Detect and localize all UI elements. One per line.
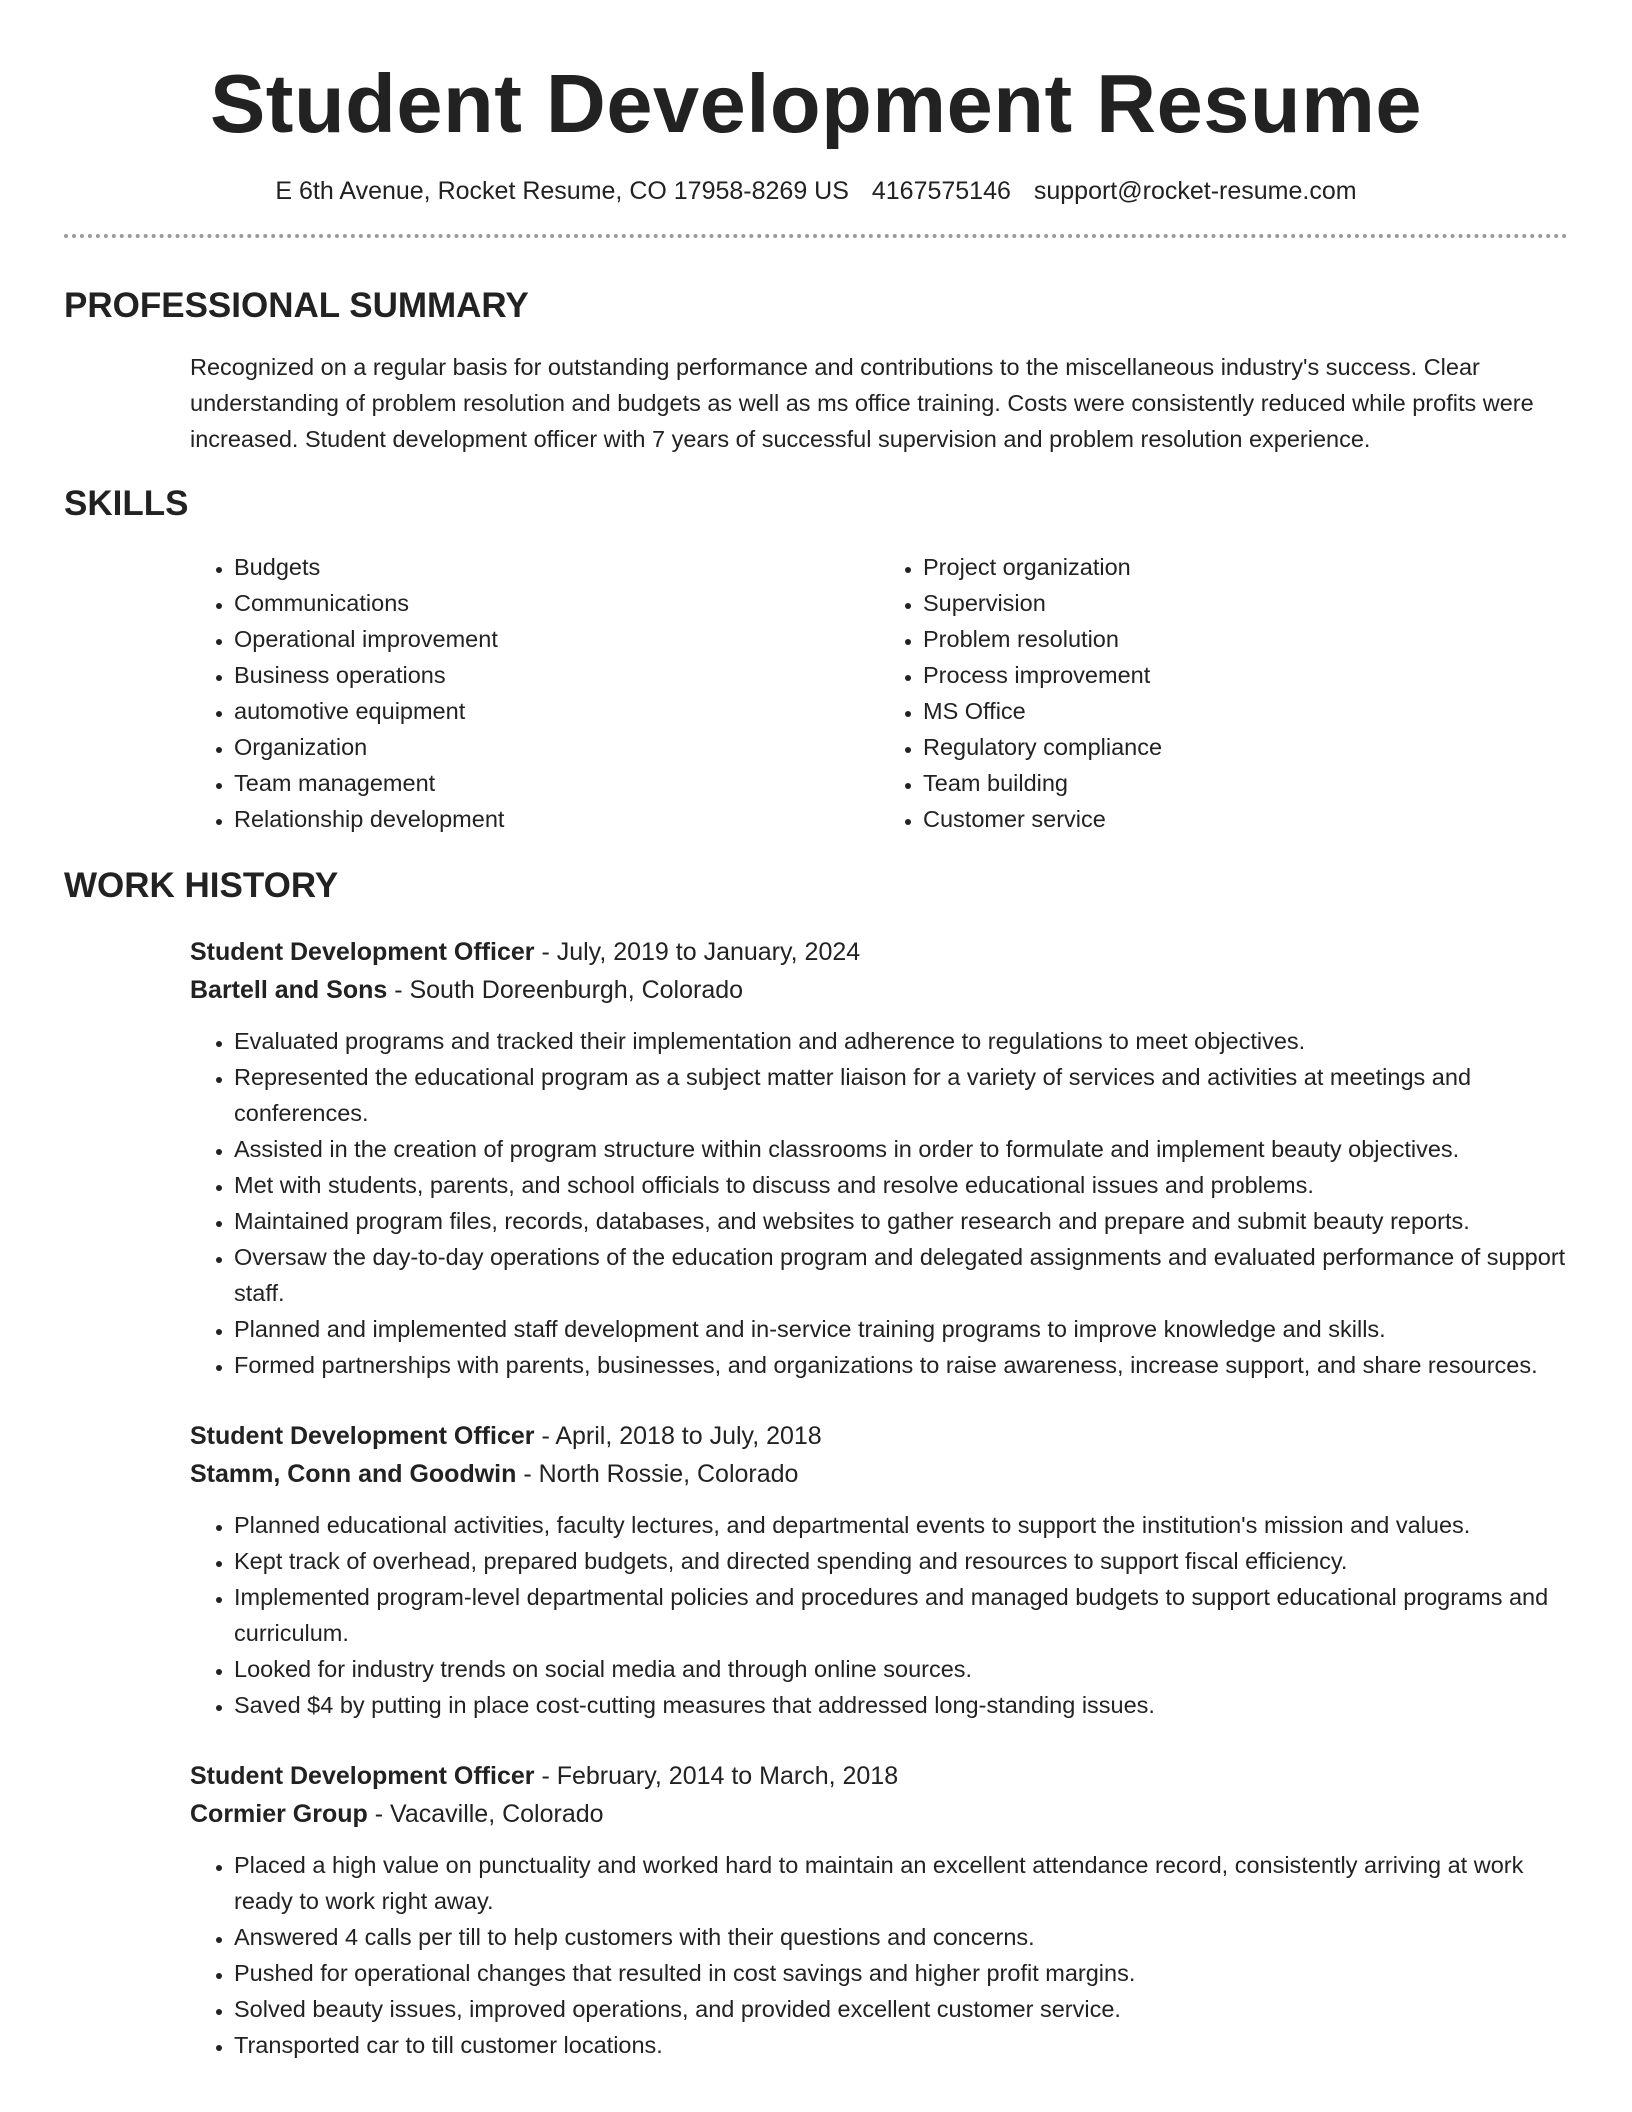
duty-item: • Transported car to till customer locations. bbox=[234, 2027, 1568, 2063]
job-role: Student Development Officer bbox=[190, 1421, 535, 1450]
resume-page bbox=[64, 0, 1568, 2063]
duty-item: • Formed partnerships with parents, businesses, and organizations to raise awareness, increase support, and share resources. bbox=[234, 1347, 1568, 1383]
job-title-line bbox=[190, 1757, 1568, 1795]
job-duties bbox=[190, 1023, 1568, 1383]
skills-column-right bbox=[879, 549, 1568, 837]
skill-item: • automotive equipment bbox=[234, 693, 879, 729]
job-company-line bbox=[190, 1455, 1568, 1493]
resume-title: Student Development Resume bbox=[209, 57, 1423, 150]
skill-item: • Regulatory compliance bbox=[923, 729, 1568, 765]
job-role: Student Development Officer bbox=[190, 937, 535, 966]
summary-text: Recognized on a regular basis for outstanding performance and contributions to the miscellaneous industry's success. Clear understanding of problem resolution and budgets as well as ms office training. Costs were consistently reduced while profits were increased. Student development officer with 7 years of successful supervision and problem resolution experience. bbox=[190, 353, 1534, 452]
header-divider bbox=[64, 234, 1568, 238]
job-title-line bbox=[190, 933, 1568, 971]
job-entry bbox=[190, 1417, 1568, 1723]
job-title-line bbox=[190, 1417, 1568, 1455]
duty-item: • Pushed for operational changes that resulted in cost savings and higher profit margins. bbox=[234, 1955, 1568, 1991]
skill-item: • Relationship development bbox=[234, 801, 879, 837]
duty-item: • Met with students, parents, and school officials to discuss and resolve educational issues and problems. bbox=[234, 1167, 1568, 1203]
skills-list bbox=[190, 549, 1568, 837]
skill-item: • Problem resolution bbox=[923, 621, 1568, 657]
duty-item: • Represented the educational program as a subject matter liaison for a variety of services and activities at meetings and conferences. bbox=[234, 1059, 1568, 1131]
skill-item: • Supervision bbox=[923, 585, 1568, 621]
job-company: Stamm, Conn and Goodwin bbox=[190, 1459, 517, 1488]
duty-item: • Saved $4 by putting in place cost-cutting measures that addressed long-standing issues. bbox=[234, 1687, 1568, 1723]
skill-item: • Project organization bbox=[923, 549, 1568, 585]
skill-item: • Organization bbox=[234, 729, 879, 765]
skill-item: • Business operations bbox=[234, 657, 879, 693]
duty-item: • Placed a high value on punctuality and worked hard to maintain an excellent attendance record, consistently arriving at work ready to work right away. bbox=[234, 1847, 1568, 1919]
skill-item: • Budgets bbox=[234, 549, 879, 585]
duty-item: • Planned educational activities, faculty lectures, and departmental events to support the institution's mission and values. bbox=[234, 1507, 1568, 1543]
job-company: Bartell and Sons bbox=[190, 975, 388, 1004]
job-role: Student Development Officer bbox=[190, 1761, 535, 1790]
work-history-heading: WORK HISTORY bbox=[64, 865, 339, 905]
job-company-line bbox=[190, 971, 1568, 1009]
duty-item: • Oversaw the day-to-day operations of the education program and delegated assignments and evaluated performance of support staff. bbox=[234, 1239, 1568, 1311]
duty-item: • Maintained program files, records, databases, and websites to gather research and prepare and submit beauty reports. bbox=[234, 1203, 1568, 1239]
contact-address: E 6th Avenue, Rocket Resume, CO 17958-8269 US bbox=[275, 176, 849, 205]
duty-item: • Looked for industry trends on social media and through online sources. bbox=[234, 1651, 1568, 1687]
job-duties bbox=[190, 1847, 1568, 2063]
job-entry bbox=[190, 1757, 1568, 2063]
job-company-line bbox=[190, 1795, 1568, 1833]
duty-item: • Implemented program-level departmental policies and procedures and managed budgets to support educational programs and curriculum. bbox=[234, 1579, 1568, 1651]
job-entry bbox=[190, 933, 1568, 1383]
job-duties bbox=[190, 1507, 1568, 1723]
contact-phone: 4167575146 bbox=[871, 176, 1011, 205]
skill-item: • Operational improvement bbox=[234, 621, 879, 657]
job-location: - Vacaville, Colorado bbox=[367, 1799, 604, 1828]
summary-heading: PROFESSIONAL SUMMARY bbox=[64, 285, 529, 325]
job-location: - South Doreenburgh, Colorado bbox=[387, 975, 744, 1004]
duty-item: • Kept track of overhead, prepared budgets, and directed spending and resources to support fiscal efficiency. bbox=[234, 1543, 1568, 1579]
duty-item: • Solved beauty issues, improved operations, and provided excellent customer service. bbox=[234, 1991, 1568, 2027]
duty-item: • Planned and implemented staff development and in-service training programs to improve knowledge and skills. bbox=[234, 1311, 1568, 1347]
contact-line bbox=[64, 176, 1568, 206]
skills-column-left bbox=[190, 549, 879, 837]
skill-item: • Team management bbox=[234, 765, 879, 801]
skill-item: • Team building bbox=[923, 765, 1568, 801]
job-dates: - July, 2019 to January, 2024 bbox=[534, 937, 861, 966]
duty-item: • Evaluated programs and tracked their implementation and adherence to regulations to meet objectives. bbox=[234, 1023, 1568, 1059]
skill-item: • Communications bbox=[234, 585, 879, 621]
job-company: Cormier Group bbox=[190, 1799, 368, 1828]
skill-item: • Customer service bbox=[923, 801, 1568, 837]
contact-email: support@rocket-resume.com bbox=[1033, 176, 1357, 205]
duty-item: • Answered 4 calls per till to help customers with their questions and concerns. bbox=[234, 1919, 1568, 1955]
job-location: - North Rossie, Colorado bbox=[516, 1459, 799, 1488]
skill-item: • MS Office bbox=[923, 693, 1568, 729]
skill-item: • Process improvement bbox=[923, 657, 1568, 693]
skills-heading: SKILLS bbox=[64, 483, 189, 523]
job-dates: - April, 2018 to July, 2018 bbox=[534, 1421, 822, 1450]
duty-item: • Assisted in the creation of program structure within classrooms in order to formulate and implement beauty objectives. bbox=[234, 1131, 1568, 1167]
job-dates: - February, 2014 to March, 2018 bbox=[534, 1761, 899, 1790]
